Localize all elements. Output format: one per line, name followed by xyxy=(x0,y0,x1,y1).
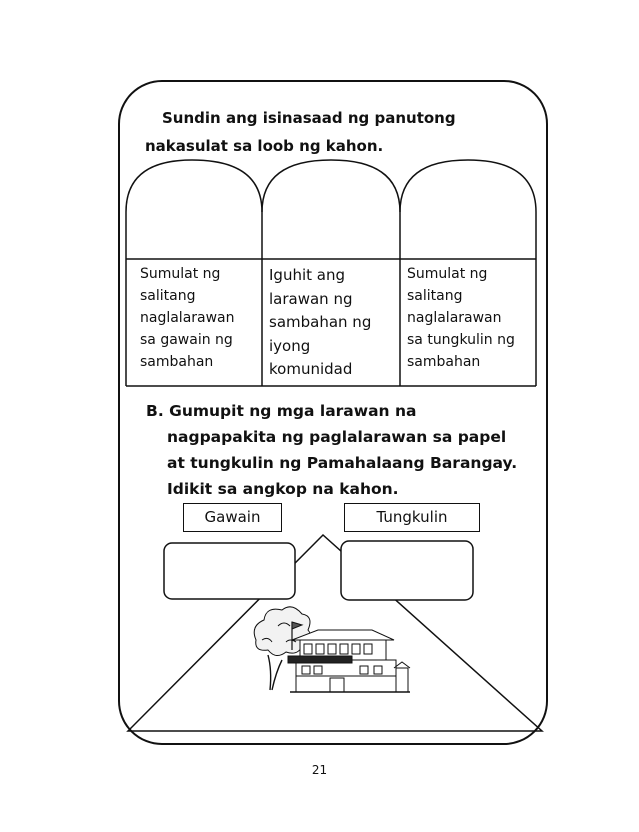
box-3-line: naglalarawan xyxy=(407,310,502,326)
part-b-line: at tungkulin ng Pamahalaang Barangay. xyxy=(167,454,518,472)
page-number: 21 xyxy=(311,763,328,777)
part-b-line: nagpapakita ng paglalarawan sa papel xyxy=(167,428,507,446)
part-b-line: B. Gumupit ng mga larawan na xyxy=(146,402,417,420)
box-1-text xyxy=(140,263,235,373)
box-3-line: salitang xyxy=(407,288,463,304)
box-1-line: Sumulat ng xyxy=(140,266,221,282)
barangay-hall-illustration xyxy=(254,607,410,692)
box-2-line: Iguhit ang xyxy=(269,266,345,284)
gawain-answer-box xyxy=(164,543,295,599)
part-b-line: Idikit sa angkop na kahon. xyxy=(167,480,399,498)
part-b-instructions xyxy=(146,398,517,502)
gawain-label: Gawain xyxy=(183,503,282,532)
box-1-line: sa gawain ng xyxy=(140,332,233,348)
box-3-text xyxy=(407,263,515,373)
box-2-line: iyong xyxy=(269,336,311,355)
instruction-line-1: Sundin ang isinasaad ng panutong xyxy=(162,109,456,127)
instruction-line-2: nakasulat sa loob ng kahon. xyxy=(145,137,384,155)
box-3-line: sa tungkulin ng xyxy=(407,332,515,348)
box-2-line: sambahan ng xyxy=(269,313,372,331)
tungkulin-label: Tungkulin xyxy=(344,503,480,532)
box-2-text xyxy=(269,264,371,382)
box-1-line: sambahan xyxy=(140,354,214,370)
box-1-line: naglalarawan xyxy=(140,310,235,326)
box-1-line: salitang xyxy=(140,288,196,304)
box-3-line: sambahan xyxy=(407,354,481,370)
box-2-line: komunidad xyxy=(269,360,353,378)
box-3-line: Sumulat ng xyxy=(407,266,488,282)
tungkulin-answer-box xyxy=(341,541,473,600)
box-2-line: larawan ng xyxy=(269,289,353,308)
